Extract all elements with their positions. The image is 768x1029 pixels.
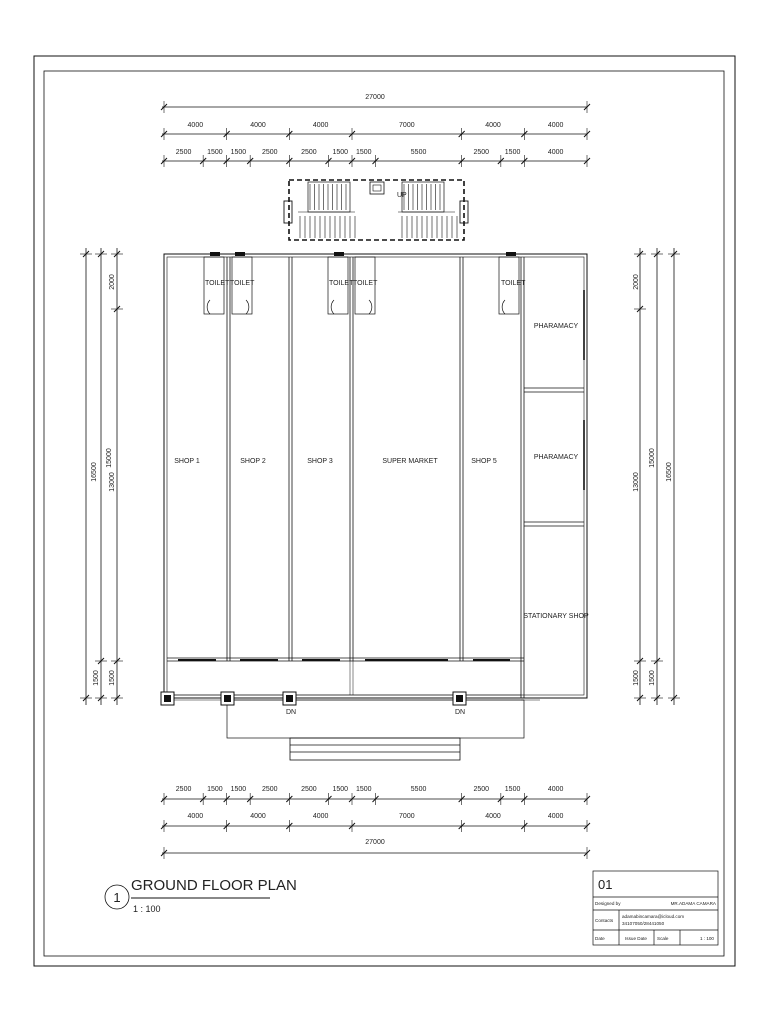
- date-label: Date: [595, 936, 605, 941]
- dim-top-total: 27000: [365, 94, 385, 101]
- dim-top-row3-1: 1500: [207, 149, 223, 156]
- top-dimension-strings: [161, 101, 590, 167]
- dim-bottom-row1-5: 1500: [332, 786, 349, 793]
- dim-right-1500-b: 1500: [649, 670, 656, 686]
- dim-bottom-row2-5: 4000: [547, 813, 564, 820]
- dim-top-row3-7: 5500: [410, 149, 427, 156]
- dim-top-row2-1: 4000: [250, 122, 266, 129]
- staircase: [284, 180, 468, 240]
- dim-left-2000: 2000: [109, 274, 116, 290]
- room-label-shop3: SHOP 3: [307, 458, 333, 465]
- scale-value: 1 : 100: [699, 936, 714, 941]
- room-label-pharmacy-1: PHARAMACY: [533, 323, 579, 330]
- sheet-inner-border: [44, 71, 724, 956]
- toilet-label-5: TOILET: [501, 280, 526, 287]
- sheet-outer-border: [34, 56, 735, 966]
- sheet-number: 01: [598, 877, 613, 892]
- room-label-shop5: SHOP 5: [471, 458, 497, 465]
- dim-top-row2-0: 4000: [187, 122, 204, 129]
- drawing-number: 1: [113, 890, 121, 905]
- dim-top-row2-5: 4000: [547, 122, 564, 129]
- left-dimension-strings: [80, 248, 123, 705]
- drawing-scale: 1 : 100: [133, 904, 161, 914]
- dim-bottom-row1-1: 1500: [207, 786, 223, 793]
- room-label-pharmacy-2: PHARAMACY: [533, 454, 579, 461]
- building-walls: [164, 254, 587, 698]
- designer-name: MR.ADAMA CAMARA: [670, 901, 716, 906]
- dim-bottom-row1-4: 2500: [301, 786, 317, 793]
- front-porch: [167, 661, 540, 760]
- dim-top-row3-6: 1500: [355, 149, 372, 156]
- stair-dn-left: DN: [286, 709, 297, 716]
- dim-top-row3-2: 1500: [230, 149, 247, 156]
- dim-bottom-row1-8: 2500: [473, 786, 490, 793]
- dim-right-1500-a: 1500: [633, 670, 640, 686]
- drawing-title: GROUND FLOOR PLAN: [131, 877, 297, 894]
- toilet-label-4: TOILET: [353, 280, 378, 287]
- dim-bottom-row2-4: 4000: [485, 813, 501, 820]
- dim-bottom-row1-7: 5500: [410, 786, 427, 793]
- room-label-supermarket: SUPER MARKET: [382, 458, 438, 465]
- dim-bottom-row1-2: 1500: [230, 786, 247, 793]
- dim-top-row2-3: 7000: [399, 122, 415, 129]
- stair-dn-right: DN: [455, 709, 466, 716]
- dim-bottom-row2-2: 4000: [312, 813, 329, 820]
- contact-phone: 34107050/28441050: [622, 921, 665, 926]
- room-label-shop1: SHOP 1: [174, 458, 200, 465]
- dim-left-1500-b: 1500: [109, 670, 116, 686]
- contact-email: adamabincamara@icloud.com: [622, 914, 685, 919]
- room-label-shop2: SHOP 2: [240, 458, 266, 465]
- contacts-label: Contacts: [595, 918, 614, 923]
- issue-date-label: Issue Date: [625, 936, 647, 941]
- dim-left-15000: 15000: [106, 448, 113, 468]
- dim-bottom-total: 27000: [365, 839, 385, 846]
- dim-top-row3-8: 2500: [473, 149, 490, 156]
- dim-bottom-row2-0: 4000: [187, 813, 204, 820]
- dim-right-15000: 15000: [649, 448, 656, 468]
- toilet-label-2: TOILET: [230, 280, 255, 287]
- bottom-dimension-strings: [161, 793, 590, 859]
- stair-up-label: UP: [397, 192, 407, 199]
- dim-top-row3-9: 1500: [504, 149, 521, 156]
- toilet-label-1: TOILET: [205, 280, 230, 287]
- dim-left-13000: 13000: [109, 472, 116, 492]
- toilet-label-3: TOILET: [329, 280, 354, 287]
- dim-bottom-row2-3: 7000: [399, 813, 415, 820]
- dim-top-row3-4: 2500: [301, 149, 317, 156]
- dim-top-row2-4: 4000: [485, 122, 501, 129]
- dim-top-row3-3: 2500: [261, 149, 278, 156]
- designed-by-label: Designed by: [595, 901, 621, 906]
- dim-bottom-row1-9: 1500: [504, 786, 521, 793]
- dim-bottom-row1-6: 1500: [355, 786, 372, 793]
- dim-left-overall: 16500: [91, 462, 98, 482]
- dim-bottom-row2-1: 4000: [250, 813, 266, 820]
- dim-top-row2-2: 4000: [312, 122, 329, 129]
- dim-top-row3-0: 2500: [175, 149, 192, 156]
- dim-top-row3-5: 1500: [332, 149, 349, 156]
- dim-left-1500-a: 1500: [93, 670, 100, 686]
- dim-bottom-row1-10: 4000: [547, 786, 564, 793]
- dim-bottom-row1-3: 2500: [261, 786, 278, 793]
- room-label-stationary: STATIONARY SHOP: [523, 613, 589, 620]
- dim-right-overall: 16500: [666, 462, 673, 482]
- dim-right-13000: 13000: [633, 472, 640, 492]
- scale-label: Scale: [657, 936, 669, 941]
- dim-bottom-row1-0: 2500: [175, 786, 192, 793]
- dim-top-row3-10: 4000: [547, 149, 564, 156]
- dim-right-2000: 2000: [633, 274, 640, 290]
- right-dimension-strings: [634, 248, 680, 705]
